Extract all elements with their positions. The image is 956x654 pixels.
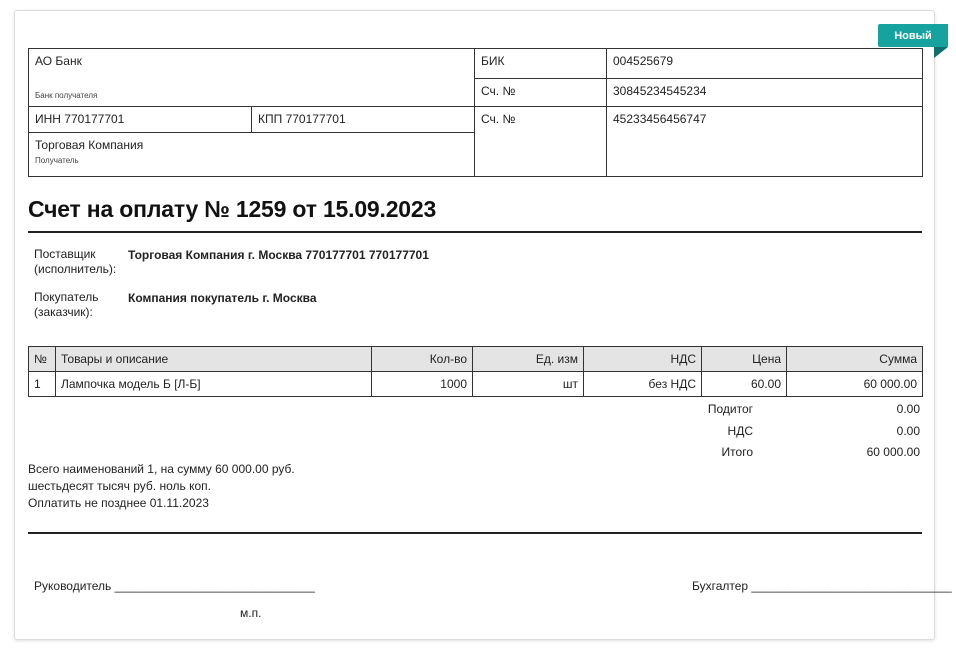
supplier-label xyxy=(34,247,116,277)
subtotal-value: 0.00 xyxy=(896,402,920,416)
director-signature: Руководитель ______________________________ xyxy=(34,579,315,593)
col-header-goods: Товары и описание xyxy=(56,347,372,372)
col-header-qty: Кол-во xyxy=(372,347,473,372)
items-table xyxy=(28,346,923,397)
cell-qty: 1000 xyxy=(372,372,473,397)
supplier-label-line1: Поставщик xyxy=(34,247,96,261)
stamp-placeholder: м.п. xyxy=(240,606,262,620)
table-row xyxy=(29,372,923,397)
buyer-label-line2: (заказчик): xyxy=(34,305,93,319)
badge-fold-decoration xyxy=(934,47,948,58)
recipient-name: Торговая Компания xyxy=(35,138,144,152)
vat-total-value: 0.00 xyxy=(896,424,920,438)
cell-unit: шт xyxy=(473,372,584,397)
invoice-title: Счет на оплату № 1259 от 15.09.2023 xyxy=(28,196,437,222)
status-badge: Новый xyxy=(878,24,948,47)
summary-amount-words: шестьдесят тысяч руб. ноль коп. xyxy=(28,479,211,493)
account-label: Сч. № xyxy=(475,107,607,177)
bank-name: АО Банк xyxy=(35,54,82,68)
buyer-label xyxy=(34,290,98,320)
col-header-number: № xyxy=(29,347,56,372)
kpp-cell: КПП 770177701 xyxy=(252,107,475,133)
bik-value: 004525679 xyxy=(607,49,923,79)
cell-vat: без НДС xyxy=(584,372,702,397)
col-header-sum: Сумма xyxy=(787,347,923,372)
buyer-label-line1: Покупатель xyxy=(34,290,99,304)
grand-total-label: Итого xyxy=(721,445,753,459)
footer-divider xyxy=(28,532,922,534)
bik-label: БИК xyxy=(475,49,607,79)
summary-due-date: Оплатить не позднее 01.11.2023 xyxy=(28,496,209,510)
corr-account-label: Сч. № xyxy=(475,79,607,107)
buyer-value: Компания покупатель г. Москва xyxy=(128,291,317,305)
cell-price: 60.00 xyxy=(702,372,787,397)
col-header-unit: Ед. изм xyxy=(473,347,584,372)
recipient-cell xyxy=(29,133,475,177)
recipient-caption: Получатель xyxy=(35,156,79,165)
bank-name-caption: Банк получателя xyxy=(35,91,98,100)
title-divider xyxy=(28,231,922,233)
cell-number: 1 xyxy=(29,372,56,397)
bank-name-cell xyxy=(29,49,475,107)
cell-sum: 60 000.00 xyxy=(787,372,923,397)
items-header-row xyxy=(29,347,923,372)
corr-account-value: 30845234545234 xyxy=(607,79,923,107)
supplier-label-line2: (исполнитель): xyxy=(34,262,117,276)
vat-total-label: НДС xyxy=(727,424,753,438)
cell-goods: Лампочка модель Б [Л-Б] xyxy=(56,372,372,397)
accountant-signature: Бухгалтер ______________________________ xyxy=(692,579,952,593)
bank-details-table xyxy=(28,48,923,177)
account-value: 45233456456747 xyxy=(607,107,923,177)
supplier-value: Торговая Компания г. Москва 770177701 770177701 xyxy=(128,248,429,262)
col-header-price: Цена xyxy=(702,347,787,372)
inn-cell: ИНН 770177701 xyxy=(29,107,252,133)
grand-total-value: 60 000.00 xyxy=(866,445,920,459)
subtotal-label: Подитог xyxy=(707,402,753,416)
summary-items-count: Всего наименований 1, на сумму 60 000.00 руб. xyxy=(28,462,295,476)
col-header-vat: НДС xyxy=(584,347,702,372)
